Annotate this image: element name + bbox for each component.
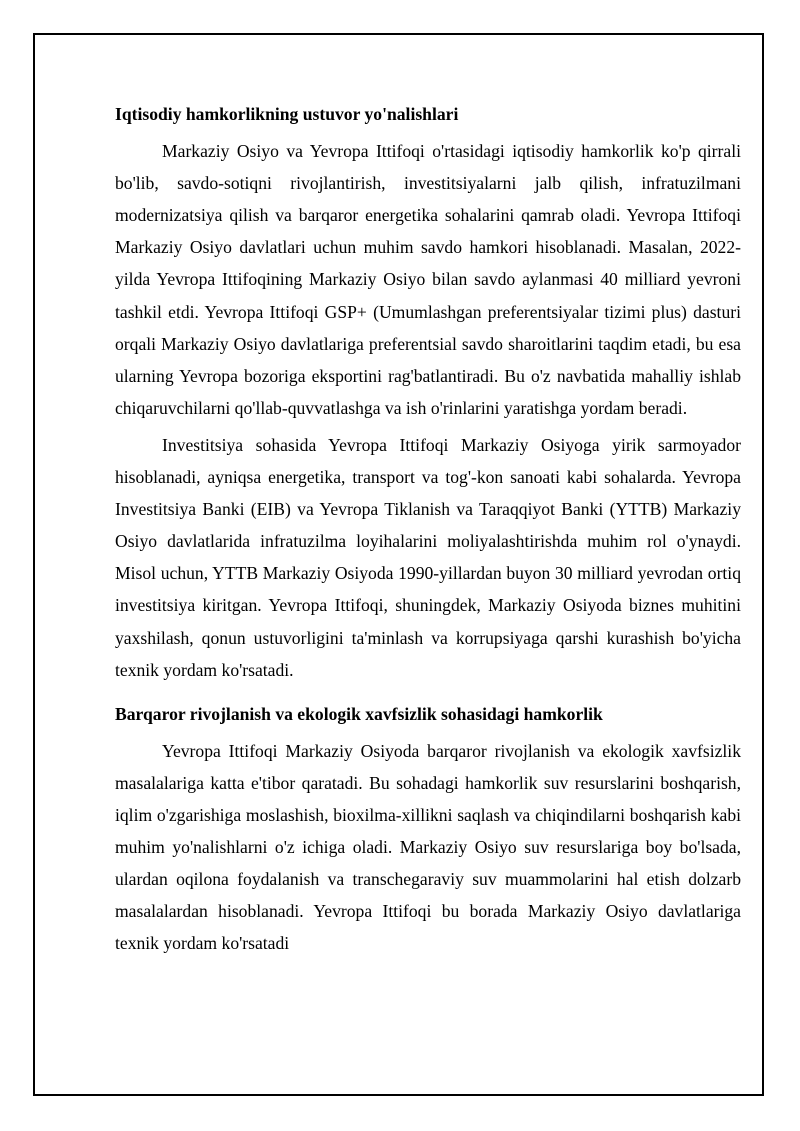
section-heading-sustainable-development: Barqaror rivojlanish va ekologik xavfsizlik sohasidagi hamkorlik — [115, 703, 603, 724]
paragraph-ecology: Yevropa Ittifoqi Markaziy Osiyoda barqaror rivojlanish va ekologik xavfsizlik masalalariga katta e'tibor qaratadi. Bu sohadagi hamkorlik suv resurslarini boshqarish, iqlim o'zgarishiga moslashish, bioxilma-xillikni saqlash va chiqindilarni boshqarish kabi muhim yo'nalishlarni o'z ichiga oladi. Markaziy Osiyo suv resurslariga boy bo'lsada, ulardan oqilona foydalanish va transchegaraviy suv muammolarini hal etish dolzarb masalalardan hisoblanadi. Yevropa Ittifoqi bu borada Markaziy Osiyo davlatlariga texnik yordam ko'rsatadi — [115, 740, 741, 954]
paragraph-investment: Investitsiya sohasida Yevropa Ittifoqi Markaziy Osiyoga yirik sarmoyador hisoblanadi, ayniqsa energetika, transport va tog'-kon sanoati kabi sohalarda. Yevropa Investitsiya Banki (EIB) va Yevropa Tiklanish va Taraqqiyot Banki (YTTB) Markaziy Osiyo davlatlarida infratuzilma loyihalarini moliyalashtirishda muhim rol o'ynaydi. Misol uchun, YTTB Markaziy Osiyoda 1990-yillardan buyon 30 milliard yevrodan ortiq investitsiya kiritgan. Yevropa Ittifoqi, shuningdek, Markaziy Osiyoda biznes muhitini yaxshilash, qonun ustuvorligini ta'minlash va korrupsiyaga qarshi kurashish bo'yicha texnik yordam ko'rsatadi. — [115, 434, 741, 680]
section-heading-economic-cooperation: Iqtisodiy hamkorlikning ustuvor yo'nalishlari — [115, 104, 459, 124]
paragraph-trade: Markaziy Osiyo va Yevropa Ittifoqi o'rtasidagi iqtisodiy hamkorlik ko'p qirrali bo'lib, savdo-sotiqni rivojlantirish, investitsiyalarni jalb qilish, infratuzilmani modernizatsiya qilish va barqaror energetika sohalarini qamrab oladi. Yevropa Ittifoqi Markaziy Osiyo davlatlari uchun muhim savdo hamkori hisoblanadi. Masalan, 2022-yilda Yevropa Ittifoqining Markaziy Osiyo bilan savdo aylanmasi 40 milliard yevroni tashkil etdi. Yevropa Ittifoqi GSP+ (Umumlashgan preferentsiyalar tizimi plus) dasturi orqali Markaziy Osiyo davlatlariga preferentsial savdo sharoitlarini taqdim etadi, bu esa ularning Yevropa bozoriga eksportini rag'batlantiradi. Bu o'z navbatida mahalliy ishlab chiqaruvchilarni qo'llab-quvvatlashga va ish o'rinlarini yaratishga yordam beradi. — [115, 141, 741, 418]
document-body — [115, 98, 741, 964]
